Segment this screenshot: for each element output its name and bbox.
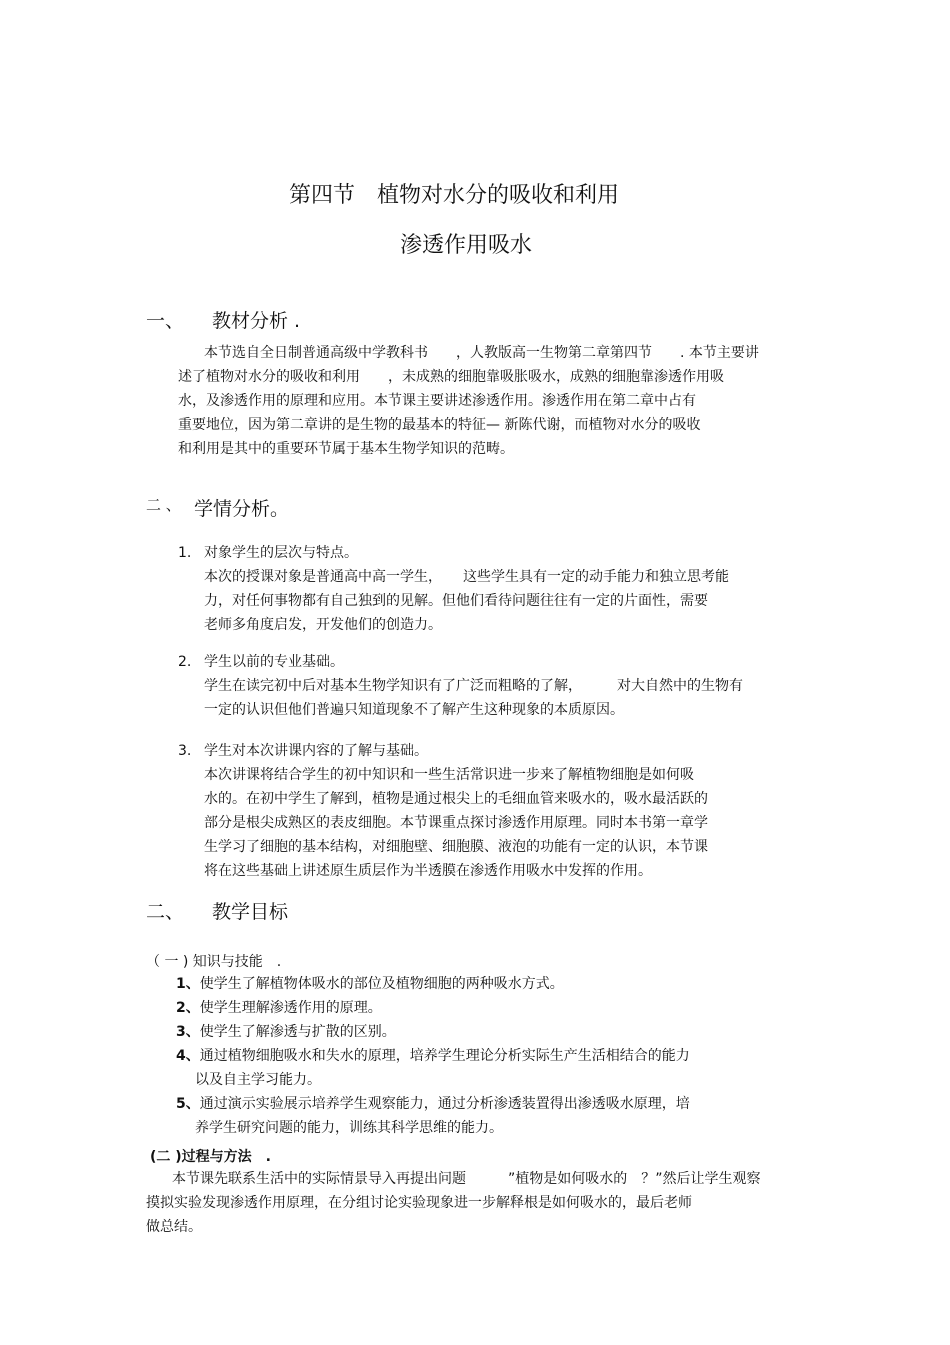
section1-heading: 教材分析 . <box>212 310 301 332</box>
item-title: 对象学生的层次与特点。 <box>204 545 358 561</box>
item-title: 学生对本次讲课内容的了解与基础。 <box>204 743 428 759</box>
item-line: 本次的授课对象是普通高中高一学生， 这些学生具有一定的动手能力和独立思考能 <box>204 569 729 585</box>
goal-line: 养学生研究问题的能力，训练其科学思维的能力。 <box>195 1120 503 1136</box>
goal-number: 2、 <box>176 1000 200 1016</box>
item-line: 老师多角度启发，开发他们的创造力。 <box>204 617 442 633</box>
learner-item-2 <box>178 650 743 722</box>
section1-marker: 一、 <box>146 310 185 332</box>
item-line: 部分是根尖成熟区的表皮细胞。本节课重点探讨渗透作用原理。同时本书第一章学 <box>204 815 708 831</box>
paragraph-line: 本节选自全日制普通高级中学教科书 ，人教版高一生物第二章第四节 . 本节主要讲 <box>204 345 759 361</box>
paragraph-line: 摸拟实验发现渗透作用原理，在分组讨论实验现象进一步解释根是如何吸水的，最后老师 <box>146 1195 692 1211</box>
knowledge-skills-label: （ 一 ) 知识与技能 . <box>146 954 282 970</box>
paragraph-line: 做总结。 <box>146 1219 202 1235</box>
paragraph-line: 水，及渗透作用的原理和应用。本节课主要讲述渗透作用。渗透作用在第二章中占有 <box>178 393 696 409</box>
paragraph-line: 和利用是其中的重要环节属于基本生物学知识的范畴。 <box>178 441 514 457</box>
goal-number: 3、 <box>176 1024 200 1040</box>
section1-paragraph <box>178 341 759 461</box>
goal-line: 使学生理解渗透作用的原理。 <box>199 1000 382 1016</box>
section2-heading: 学情分析。 <box>194 498 290 520</box>
section3-heading: 教学目标 <box>212 901 289 923</box>
process-method-paragraph <box>146 1167 761 1239</box>
goal-line: 使学生了解渗透与扩散的区别。 <box>199 1024 396 1040</box>
item-line: 本次讲课将结合学生的初中知识和一些生活常识进一步来了解植物细胞是如何吸 <box>204 767 694 783</box>
process-method-label: (二 )过程与方法 . <box>150 1149 271 1165</box>
section2-marker: 二 、 <box>146 496 181 514</box>
goal-line: 以及自主学习能力。 <box>195 1072 321 1088</box>
document-subtitle: 渗透作用吸水 <box>400 233 533 258</box>
learner-item-1 <box>178 541 729 637</box>
goal-line: 通过植物细胞吸水和失水的原理，培养学生理论分析实际生产生活相结合的能力 <box>199 1048 690 1064</box>
item-line: 生学习了细胞的基本结构，对细胞壁、细胞膜、液泡的功能有一定的认识，本节课 <box>204 839 708 855</box>
section3-marker: 二、 <box>146 901 185 923</box>
item-number: 1. <box>178 545 192 561</box>
paragraph-line: 重要地位，因为第二章讲的是生物的最基本的特征— 新陈代谢，而植物对水分的吸收 <box>178 417 701 433</box>
goal-list <box>176 972 690 1140</box>
item-line: 一定的认识但他们普遍只知道现象不了解产生这种现象的本质原因。 <box>204 702 624 718</box>
item-number: 2. <box>178 654 192 670</box>
goal-number: 5、 <box>176 1096 200 1112</box>
goal-number: 1、 <box>176 976 200 992</box>
goal-line: 通过演示实验展示培养学生观察能力，通过分析渗透装置得出渗透吸水原理，培 <box>199 1096 690 1112</box>
goal-line: 使学生了解植物体吸水的部位及植物细胞的两种吸水方式。 <box>199 976 564 992</box>
item-line: 将在这些基础上讲述原生质层作为半透膜在渗透作用吸水中发挥的作用。 <box>204 863 652 879</box>
paragraph-line: 本节课先联系生活中的实际情景导入再提出问题 ”植物是如何吸水的 ？”然后让学生观察 <box>172 1171 761 1187</box>
item-number: 3. <box>178 743 192 759</box>
document-title: 第四节 植物对水分的吸收和利用 <box>289 183 620 208</box>
learner-item-3 <box>178 739 708 883</box>
item-line: 力，对任何事物都有自己独到的见解。但他们看待问题往往有一定的片面性，需要 <box>204 593 708 609</box>
item-line: 水的。在初中学生了解到，植物是通过根尖上的毛细血管来吸水的，吸水最活跃的 <box>204 791 708 807</box>
paragraph-line: 述了植物对水分的吸收和利用 ，未成熟的细胞靠吸胀吸水，成熟的细胞靠渗透作用吸 <box>178 369 724 385</box>
item-line: 学生在读完初中后对基本生物学知识有了广泛而粗略的了解， 对大自然中的生物有 <box>204 678 743 694</box>
goal-number: 4、 <box>176 1048 200 1064</box>
item-title: 学生以前的专业基础。 <box>204 654 344 670</box>
